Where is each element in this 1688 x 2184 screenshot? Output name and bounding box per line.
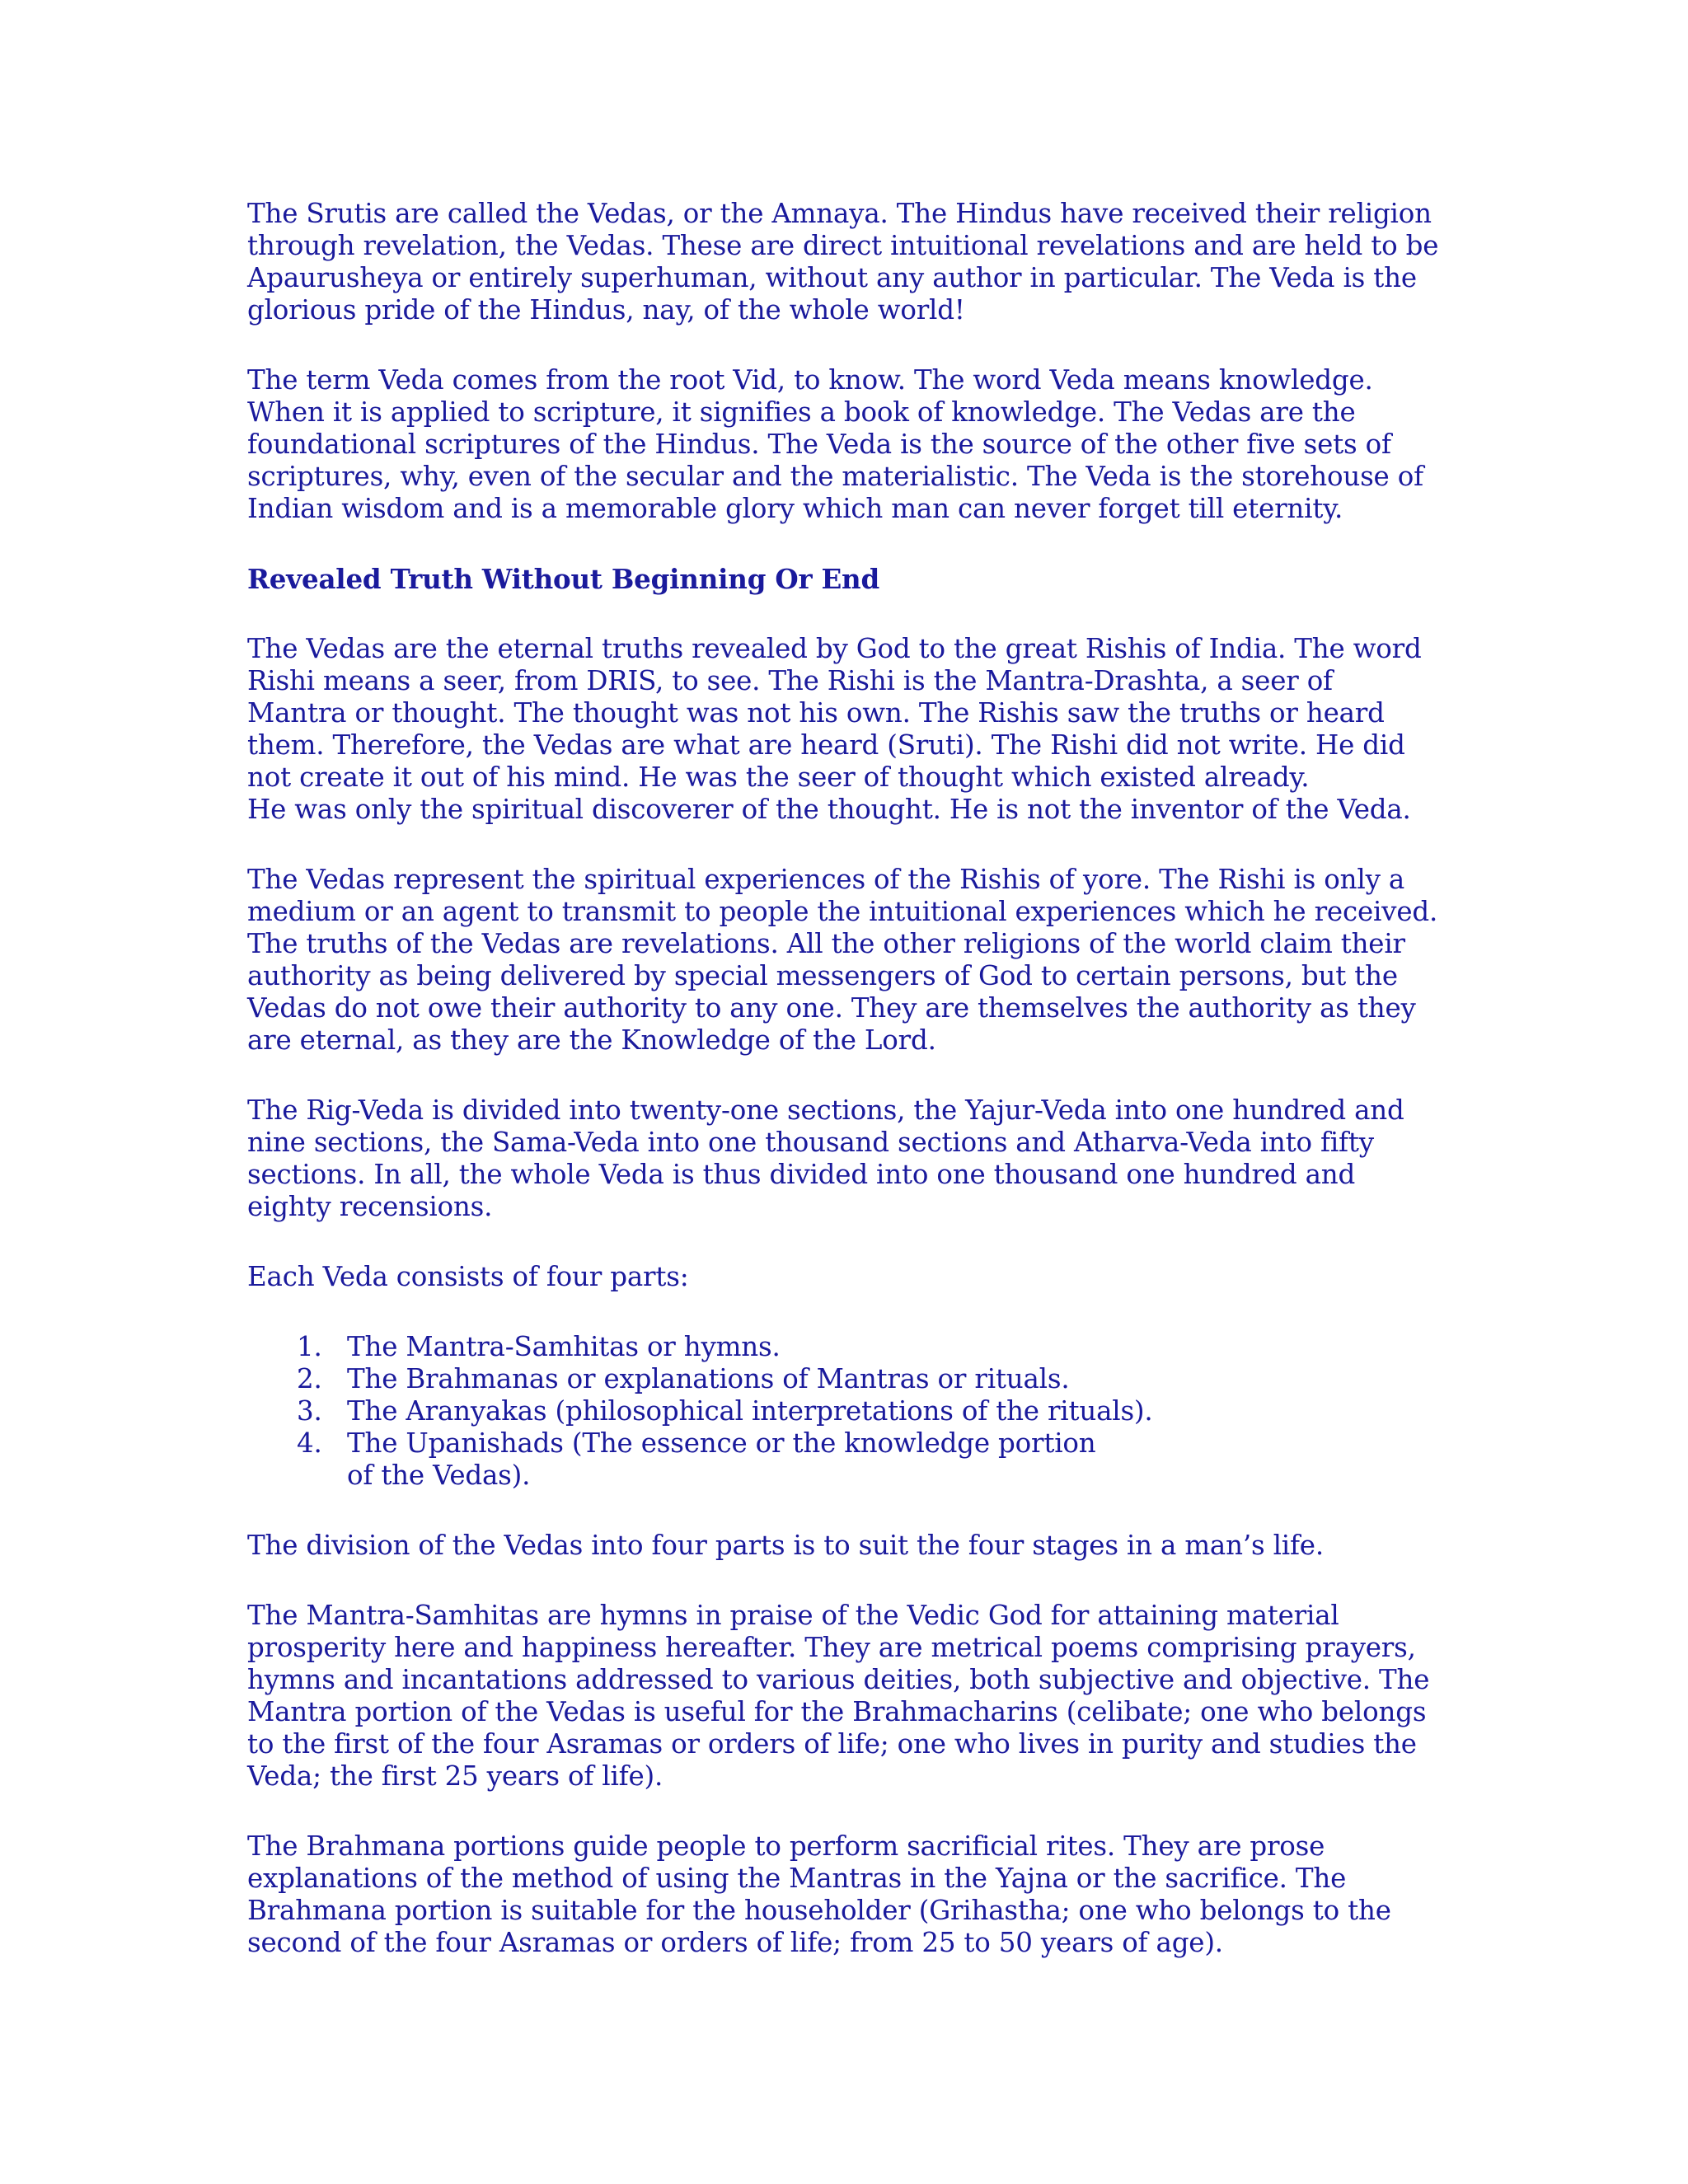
text-line: nine sections, the Sama-Veda into one thousand sections and Atharva-Veda into fifty (247, 1127, 1374, 1158)
list-item-text: The Brahmanas or explanations of Mantras or rituals. (347, 1363, 1070, 1394)
text-line: Rishi means a seer, from DRIS, to see. The Rishi is the Mantra-Drashta, a seer of (247, 665, 1333, 696)
text-line: Brahmana portion is suitable for the householder (Grihastha; one who belongs to the (247, 1895, 1391, 1926)
paragraph-division (247, 1530, 1451, 1562)
text-line: explanations of the method of using the Mantras in the Yajna or the sacrifice. The (247, 1863, 1347, 1894)
paragraph-brahmana (247, 1830, 1451, 1959)
text-line: The division of the Vedas into four parts is to suit the four stages in a man’s life. (247, 1530, 1324, 1561)
list-item (247, 1395, 1451, 1427)
text-line: Mantra or thought. The thought was not his own. The Rishis saw the truths or heard (247, 697, 1385, 729)
paragraph-four-parts-intro (247, 1261, 1451, 1293)
text-line: Each Veda consists of four parts: (247, 1261, 689, 1292)
list-number: 3. (297, 1395, 322, 1427)
paragraph-mantra-samhitas (247, 1600, 1451, 1793)
text-line: second of the four Asramas or orders of life; from 25 to 50 years of age). (247, 1927, 1223, 1958)
document-page (247, 198, 1451, 1997)
list-item-text: The Upanishads (The essence or the knowledge portion (347, 1427, 1096, 1459)
text-line: glorious pride of the Hindus, nay, of the whole world! (247, 294, 965, 326)
text-line: scriptures, why, even of the secular and the materialistic. The Veda is the storehouse of (247, 461, 1423, 492)
text-line: hymns and incantations addressed to various deities, both subjective and objective. The (247, 1664, 1430, 1695)
paragraph-term-veda (247, 364, 1451, 525)
list-item (247, 1363, 1451, 1395)
text-line: The Brahmana portions guide people to perform sacrificial rites. They are prose (247, 1830, 1325, 1862)
text-line: to the first of the four Asramas or orders of life; one who lives in purity and studies the (247, 1728, 1417, 1760)
list-number: 4. (297, 1427, 322, 1459)
text-line: foundational scriptures of the Hindus. The Veda is the source of the other five sets of (247, 429, 1391, 460)
text-line: them. Therefore, the Vedas are what are heard (Sruti). The Rishi did not write. He did (247, 729, 1405, 761)
text-line: The term Veda comes from the root Vid, to know. The word Veda means knowledge. (247, 364, 1373, 396)
list-number: 1. (297, 1331, 322, 1362)
paragraph-eternal-truths (247, 633, 1451, 826)
list-item-text: The Aranyakas (philosophical interpretations of the rituals). (347, 1395, 1153, 1427)
text-line: Apaurusheya or entirely superhuman, without any author in particular. The Veda is the (247, 262, 1417, 293)
paragraph-spiritual-experiences (247, 864, 1451, 1057)
section-heading: Revealed Truth Without Beginning Or End (247, 563, 880, 595)
list-item-text: The Mantra-Samhitas or hymns. (347, 1331, 781, 1362)
text-line: are eternal, as they are the Knowledge of the Lord. (247, 1024, 936, 1056)
text-line: prosperity here and happiness hereafter. They are metrical poems comprising prayers, (247, 1632, 1416, 1663)
list-item (247, 1427, 1451, 1492)
text-line: Indian wisdom and is a memorable glory which man can never forget till eternity. (247, 493, 1343, 524)
text-line: He was only the spiritual discoverer of the thought. He is not the inventor of the Veda. (247, 794, 1411, 825)
text-line: Vedas do not owe their authority to any one. They are themselves the authority as they (247, 992, 1416, 1024)
text-line: The truths of the Vedas are revelations. All the other religions of the world claim their (247, 928, 1405, 959)
text-line: through revelation, the Vedas. These are direct intuitional revelations and are held to be (247, 230, 1439, 261)
text-line: The Srutis are called the Vedas, or the Amnaya. The Hindus have received their religion (247, 198, 1432, 229)
text-line: sections. In all, the whole Veda is thus divided into one thousand one hundred and (247, 1159, 1356, 1190)
list-item (247, 1331, 1451, 1363)
text-line: The Vedas represent the spiritual experiences of the Rishis of yore. The Rishi is only a (247, 864, 1405, 895)
paragraph-srutis (247, 198, 1451, 326)
text-line: eighty recensions. (247, 1191, 493, 1222)
text-line: medium or an agent to transmit to people the intuitional experiences which he received. (247, 896, 1438, 927)
paragraph-sections (247, 1094, 1451, 1223)
list-number: 2. (297, 1363, 322, 1394)
text-line: not create it out of his mind. He was the seer of thought which existed already. (247, 762, 1310, 793)
text-line: When it is applied to scripture, it signifies a book of knowledge. The Vedas are the (247, 396, 1356, 428)
text-line: The Rig-Veda is divided into twenty-one sections, the Yajur-Veda into one hundred and (247, 1094, 1404, 1126)
text-line: authority as being delivered by special messengers of God to certain persons, but the (247, 960, 1398, 991)
text-line: Veda; the first 25 years of life). (247, 1760, 663, 1792)
text-line: The Vedas are the eternal truths revealed by God to the great Rishis of India. The word (247, 633, 1422, 664)
four-parts-list (247, 1331, 1451, 1492)
list-item-text: of the Vedas). (347, 1460, 531, 1491)
text-line: Mantra portion of the Vedas is useful for the Brahmacharins (celibate; one who belongs (247, 1696, 1427, 1727)
text-line: The Mantra-Samhitas are hymns in praise of the Vedic God for attaining material (247, 1600, 1339, 1631)
